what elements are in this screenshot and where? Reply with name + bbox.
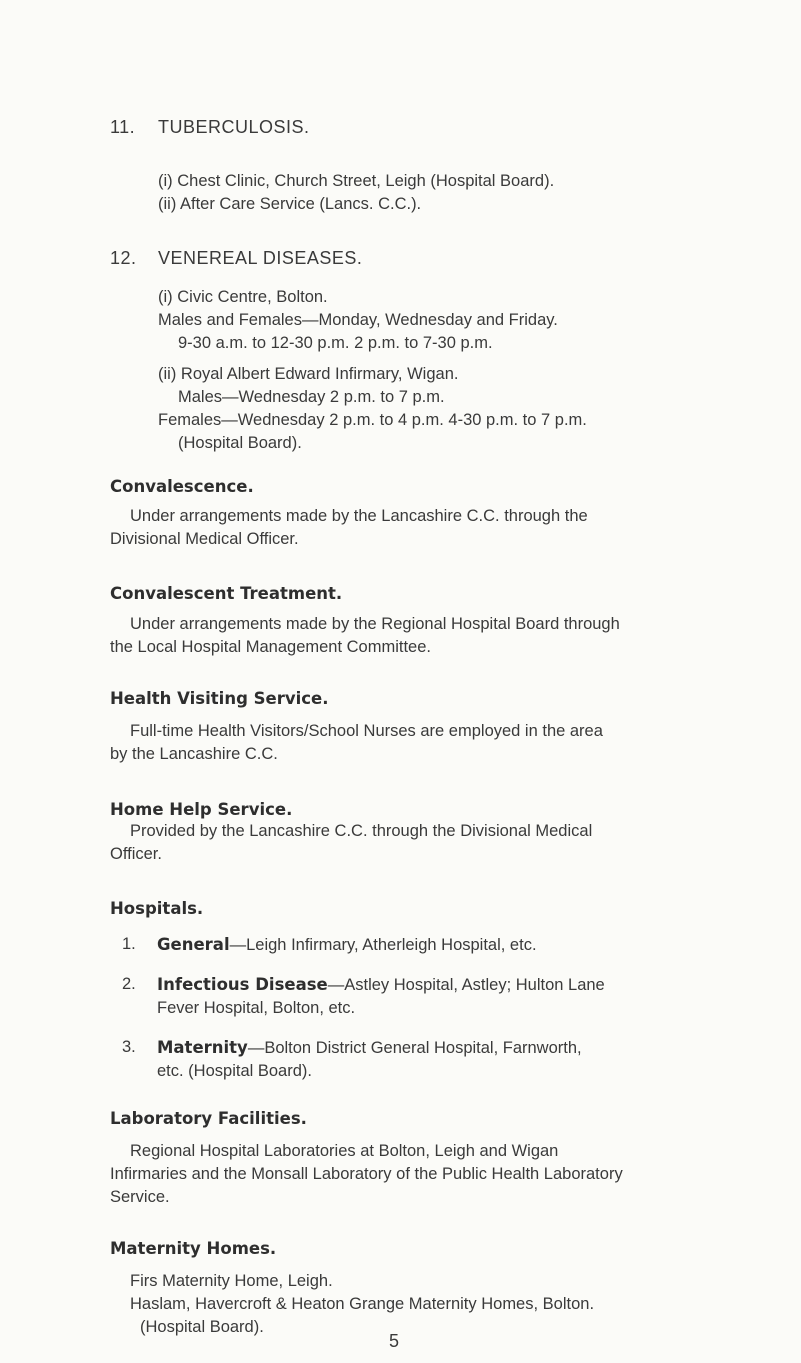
list-item: (i) Chest Clinic, Church Street, Leigh (Hospital Board). bbox=[158, 172, 555, 190]
item-text: —Leigh Infirmary, Atherleigh Hospital, etc. bbox=[229, 936, 537, 954]
text-line: Firs Maternity Home, Leigh. bbox=[130, 1272, 333, 1290]
section-12-item-2 bbox=[158, 363, 587, 455]
text-line: (Hospital Board). bbox=[140, 1318, 264, 1336]
section-title: TUBERCULOSIS. bbox=[158, 117, 310, 137]
text-line: (Hospital Board). bbox=[178, 434, 302, 452]
text-line: Regional Hospital Laboratories at Bolton, Leigh and Wigan bbox=[130, 1142, 559, 1160]
item-number: 2. bbox=[122, 975, 136, 993]
health-visiting-heading: Health Visiting Service. bbox=[110, 689, 329, 708]
hospital-item-3 bbox=[122, 1036, 762, 1083]
text-line: Divisional Medical Officer. bbox=[110, 530, 299, 548]
laboratory-paragraph bbox=[110, 1140, 623, 1209]
section-11-list bbox=[158, 170, 554, 216]
item-text: Fever Hospital, Bolton, etc. bbox=[157, 999, 356, 1017]
text-line: Officer. bbox=[110, 845, 162, 863]
page-number: 5 bbox=[389, 1331, 400, 1351]
text-line: Infirmaries and the Monsall Laboratory of the Public Health Laboratory bbox=[110, 1165, 623, 1183]
item-number: 3. bbox=[122, 1038, 136, 1056]
convalescent-treatment-paragraph bbox=[110, 613, 620, 659]
section-number: 12. bbox=[110, 248, 137, 268]
text-line: (i) Civic Centre, Bolton. bbox=[158, 288, 328, 306]
text-line: Under arrangements made by the Regional Hospital Board through bbox=[130, 615, 620, 633]
section-11-heading bbox=[110, 116, 310, 139]
maternity-homes-heading: Maternity Homes. bbox=[110, 1239, 277, 1258]
section-title: VENEREAL DISEASES. bbox=[158, 248, 363, 268]
item-text: —Bolton District General Hospital, Farnworth, bbox=[247, 1039, 582, 1057]
hospital-item-1 bbox=[122, 933, 742, 957]
convalescent-treatment-heading: Convalescent Treatment. bbox=[110, 584, 343, 603]
text-line: Service. bbox=[110, 1188, 170, 1206]
text-line: Full-time Health Visitors/School Nurses are employed in the area bbox=[130, 722, 603, 740]
item-label: General bbox=[157, 935, 230, 954]
text-line: Haslam, Havercroft & Heaton Grange Maternity Homes, Bolton. bbox=[130, 1295, 595, 1313]
text-line: Males and Females—Monday, Wednesday and Friday. bbox=[158, 311, 558, 329]
item-label: Maternity bbox=[157, 1038, 248, 1057]
text-line: Females—Wednesday 2 p.m. to 4 p.m. 4-30 p.m. to 7 p.m. bbox=[158, 411, 587, 429]
text-line: Males—Wednesday 2 p.m. to 7 p.m. bbox=[178, 388, 445, 406]
home-help-heading: Home Help Service. bbox=[110, 800, 293, 819]
section-number: 11. bbox=[110, 117, 136, 137]
convalescence-heading: Convalescence. bbox=[110, 477, 254, 496]
convalescence-paragraph bbox=[110, 505, 588, 551]
text-line: Provided by the Lancashire C.C. through the Divisional Medical bbox=[130, 822, 593, 840]
item-number: 1. bbox=[122, 935, 136, 953]
hospital-item-2 bbox=[122, 973, 762, 1020]
health-visiting-paragraph bbox=[110, 720, 603, 766]
text-line: by the Lancashire C.C. bbox=[110, 745, 278, 763]
maternity-homes-paragraph bbox=[110, 1270, 594, 1339]
hospitals-heading: Hospitals. bbox=[110, 899, 204, 918]
text-line: 9-30 a.m. to 12-30 p.m. 2 p.m. to 7-30 p.m. bbox=[178, 334, 493, 352]
item-label: Infectious Disease bbox=[157, 975, 328, 994]
text-line: (ii) Royal Albert Edward Infirmary, Wigan. bbox=[158, 365, 459, 383]
list-item: (ii) After Care Service (Lancs. C.C.). bbox=[158, 195, 422, 213]
section-12-item-1 bbox=[158, 286, 558, 355]
laboratory-heading: Laboratory Facilities. bbox=[110, 1109, 307, 1128]
item-text: etc. (Hospital Board). bbox=[157, 1062, 312, 1080]
home-help-paragraph bbox=[110, 820, 592, 866]
section-12-heading bbox=[110, 247, 362, 270]
text-line: the Local Hospital Management Committee. bbox=[110, 638, 431, 656]
text-line: Under arrangements made by the Lancashire C.C. through the bbox=[130, 507, 588, 525]
item-text: —Astley Hospital, Astley; Hulton Lane bbox=[327, 976, 605, 994]
